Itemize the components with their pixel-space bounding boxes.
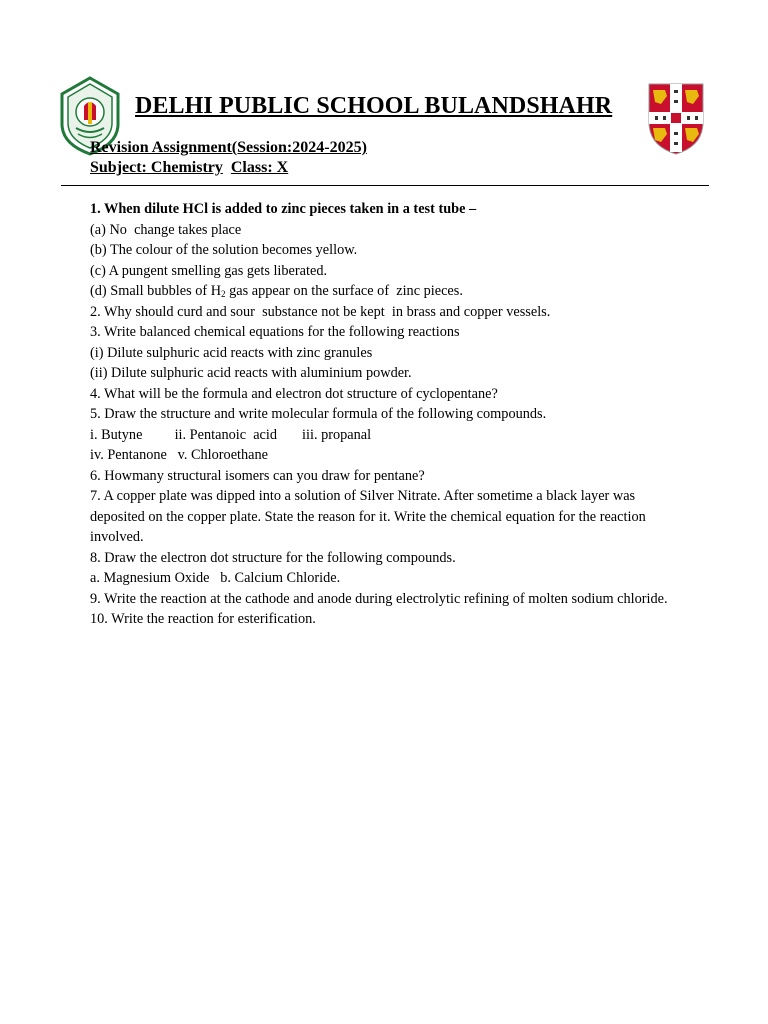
question-9: 9. Write the reaction at the cathode and anode during electrolytic refining of molten sodium chloride. (90, 590, 668, 607)
option-1a: (a) No change takes place (90, 221, 242, 238)
question-1: 1. When dilute HCl is added to zinc pieces taken in a test tube – (90, 201, 477, 217)
subject-class-line (90, 159, 288, 177)
session-heading: Revision Assignment(Session:2024-2025) (90, 139, 367, 156)
question-7: 7. A copper plate was dipped into a solution of Silver Nitrate. After sometime a black layer was deposited on the copper plate. State the reason for it. Write the chemical equation for the reaction involved. (90, 488, 646, 545)
option-1b: (b) The colour of the solution becomes yellow. (90, 242, 358, 258)
crest-logo (647, 82, 705, 156)
subject-label: Subject: Chemistry (90, 159, 223, 176)
header-divider (61, 185, 709, 186)
option-1d-text-end: gas appear on the surface of zinc pieces. (225, 283, 463, 299)
school-name: DELHI PUBLIC SCHOOL BULANDSHAHR (135, 93, 613, 119)
option-1d-subscript: 2 (221, 289, 226, 299)
question-4: 4. What will be the formula and electron dot structure of cyclopentane? (90, 385, 498, 402)
option-1d (90, 281, 690, 302)
question-5-items-1: i. Butyne ii. Pentanoic acid iii. propanal (90, 426, 372, 443)
question-8-items: a. Magnesium Oxide b. Calcium Chloride. (90, 570, 341, 586)
question-5: 5. Draw the structure and write molecular formula of the following compounds. (90, 406, 547, 422)
question-10: 10. Write the reaction for esterification. (90, 611, 316, 627)
class-label: Class: X (230, 159, 289, 176)
question-5-items-2: iv. Pentanone v. Chloroethane (90, 447, 269, 463)
question-3: 3. Write balanced chemical equations for the following reactions (90, 324, 460, 340)
question-6: 6. Howmany structural isomers can you draw for pentane? (90, 467, 425, 484)
option-1c: (c) A pungent smelling gas gets liberated. (90, 262, 328, 279)
option-1d-text: (d) Small bubbles of H (90, 283, 222, 299)
question-8: 8. Draw the electron dot structure for the following compounds. (90, 549, 456, 566)
question-3-part-ii: (ii) Dilute sulphuric acid reacts with aluminium powder. (90, 365, 412, 381)
question-2: 2. Why should curd and sour substance not be kept in brass and copper vessels. (90, 303, 551, 320)
question-3-part-i: (i) Dilute sulphuric acid reacts with zinc granules (90, 344, 373, 361)
question-list (90, 199, 690, 630)
